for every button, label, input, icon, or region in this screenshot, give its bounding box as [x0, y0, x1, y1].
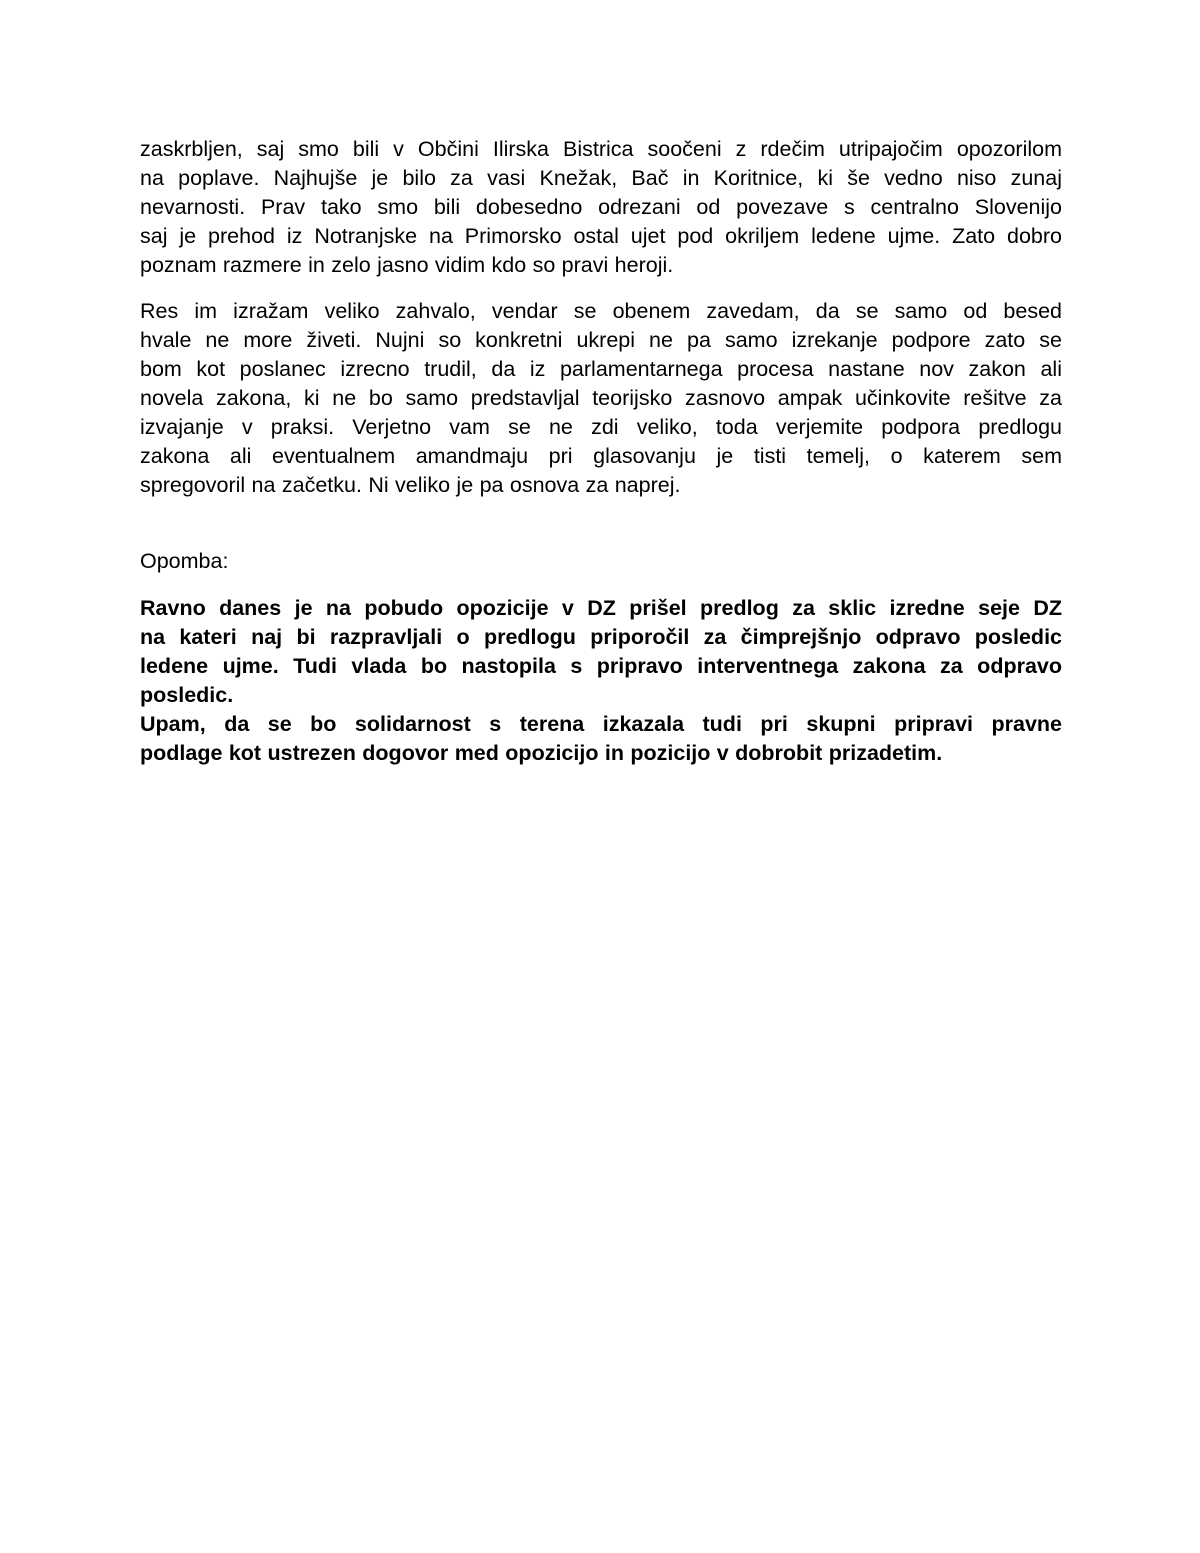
- text-line: ledene ujme. Tudi vlada bo nastopila s pripravo interventnega zakona za odpravo: [140, 654, 1062, 678]
- text-line: posledic.: [140, 683, 234, 707]
- text-block: [140, 135, 1062, 768]
- text-line: zakona ali eventualnem amandmaju pri glasovanju je tisti temelj, o katerem sem: [140, 444, 1062, 468]
- note-heading: Opomba:: [140, 549, 229, 573]
- text-line: hvale ne more živeti. Nujni so konkretni ukrepi ne pa samo izrekanje podpore zato se: [140, 328, 1062, 352]
- text-line: na poplave. Najhujše je bilo za vasi Knežak, Bač in Koritnice, ki še vedno niso zunaj: [140, 166, 1062, 190]
- text-line: podlage kot ustrezen dogovor med opozicijo in pozicijo v dobrobit prizadetim.: [140, 741, 943, 765]
- text-line: saj je prehod iz Notranjske na Primorsko ostal ujet pod okriljem ledene ujme. Zato dobro: [140, 224, 1062, 248]
- paragraph-note-bold-1: [140, 594, 1062, 710]
- text-line: zaskrbljen, saj smo bili v Občini Ilirska Bistrica soočeni z rdečim utripajočim opozorilom: [140, 137, 1062, 161]
- text-line: Ravno danes je na pobudo opozicije v DZ prišel predlog za sklic izredne seje DZ: [140, 596, 1062, 620]
- text-line: na kateri naj bi razpravljali o predlogu priporočil za čimprejšnjo odpravo posledic: [140, 625, 1062, 649]
- text-line: novela zakona, ki ne bo samo predstavljal teorijsko zasnovo ampak učinkovite rešitve za: [140, 386, 1062, 410]
- text-line: bom kot poslanec izrecno trudil, da iz parlamentarnega procesa nastane nov zakon ali: [140, 357, 1062, 381]
- text-line: spregovoril na začetku. Ni veliko je pa osnova za naprej.: [140, 473, 681, 497]
- paragraph-intro: [140, 135, 1062, 280]
- text-line: izvajanje v praksi. Verjetno vam se ne zdi veliko, toda verjemite podpora predlogu: [140, 415, 1062, 439]
- paragraph-thanks: [140, 297, 1062, 500]
- paragraph-note-bold-2: [140, 710, 1062, 768]
- text-line: poznam razmere in zelo jasno vidim kdo so pravi heroji.: [140, 253, 674, 277]
- text-line: nevarnosti. Prav tako smo bili dobesedno odrezani od povezave s centralno Slovenijo: [140, 195, 1062, 219]
- text-line: Upam, da se bo solidarnost s terena izkazala tudi pri skupni pripravi pravne: [140, 712, 1062, 736]
- text-line: Res im izražam veliko zahvalo, vendar se obenem zavedam, da se samo od besed: [140, 299, 1062, 323]
